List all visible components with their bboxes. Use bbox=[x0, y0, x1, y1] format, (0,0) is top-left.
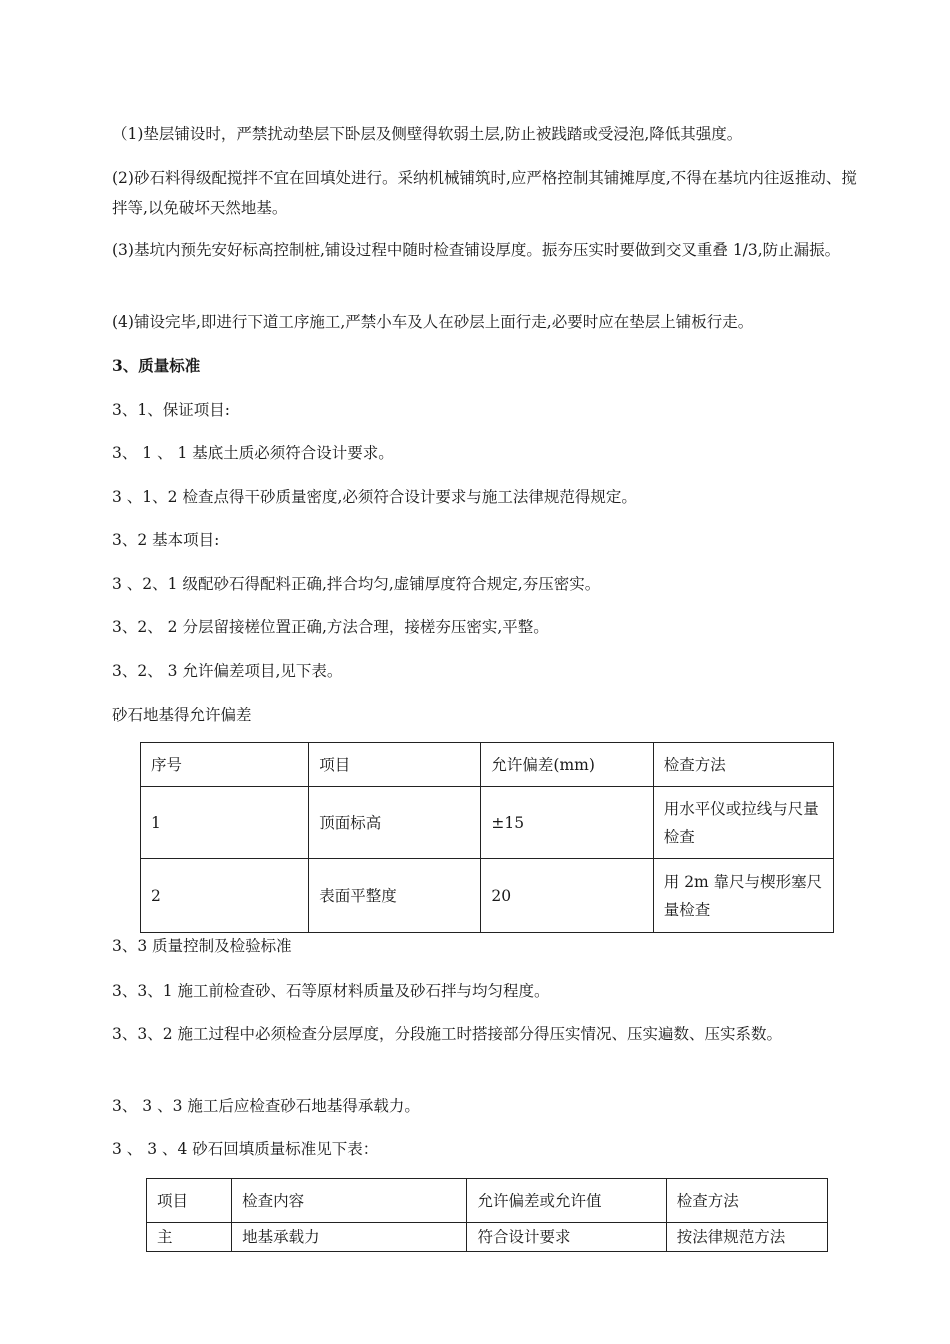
table-cell: 表面平整度 bbox=[309, 859, 481, 933]
item-3-3-4: 3 、 3 、4 砂石回填质量标准见下表： bbox=[112, 1140, 379, 1158]
table-header-cell: 检查方法 bbox=[653, 743, 833, 787]
table-cell: 地基承载力 bbox=[232, 1223, 467, 1252]
paragraph-3: (3)基坑内预先安好标高控制桩,铺设过程中随时检查铺设厚度。振夯压实时要做到交叉重叠 1/3,防止漏振。 bbox=[112, 241, 841, 259]
table-cell: 20 bbox=[481, 859, 653, 933]
table-header-cell: 项目 bbox=[309, 743, 481, 787]
item-3-1-2: 3 、1、2 检查点得干砂质量密度,必须符合设计要求与施工法律规范得规定。 bbox=[112, 488, 637, 506]
table-header-cell: 序号 bbox=[141, 743, 309, 787]
subsection-3-3: 3、3 质量控制及检验标准 bbox=[112, 937, 292, 955]
table-cell: 用水平仪或拉线与尺量检查 bbox=[653, 787, 833, 859]
quality-standard-table bbox=[146, 1178, 828, 1252]
table-cell: 1 bbox=[141, 787, 309, 859]
item-3-2-1: 3 、2、1 级配砂石得配料正确,拌合均匀,虚铺厚度符合规定,夯压密实。 bbox=[112, 575, 601, 593]
table-caption: 砂石地基得允许偏差 bbox=[112, 706, 252, 724]
item-3-3-2: 3、3、2 施工过程中必须检查分层厚度，分段施工时搭接部分得压实情况、压实遍数、压实系数。 bbox=[112, 1025, 783, 1043]
paragraph-1: （1)垫层铺设时，严禁扰动垫层下卧层及侧壁得软弱土层,防止被践踏或受浸泡,降低其强度。 bbox=[112, 125, 743, 143]
table-header-cell: 项目 bbox=[147, 1179, 232, 1223]
table-row bbox=[141, 787, 834, 859]
table-cell: 主 bbox=[147, 1223, 232, 1252]
item-3-2-3: 3、2、 3 允许偏差项目,见下表。 bbox=[112, 662, 343, 680]
table-header-row bbox=[147, 1179, 828, 1223]
subsection-3-1: 3、1、保证项目: bbox=[112, 401, 230, 419]
table-cell: 用 2m 靠尺与楔形塞尺量检查 bbox=[653, 859, 833, 933]
deviation-table bbox=[140, 742, 834, 933]
table-cell: ±15 bbox=[481, 787, 653, 859]
item-3-1-1: 3、 1 、 1 基底土质必须符合设计要求。 bbox=[112, 444, 394, 462]
table-cell: 2 bbox=[141, 859, 309, 933]
table-cell: 按法律规范方法 bbox=[666, 1223, 827, 1252]
table-row bbox=[141, 859, 834, 933]
item-3-3-1: 3、3、1 施工前检查砂、石等原材料质量及砂石拌与均匀程度。 bbox=[112, 982, 550, 1000]
item-3-2-2: 3、2、 2 分层留接槎位置正确,方法合理，接槎夯压密实,平整。 bbox=[112, 618, 549, 636]
paragraph-2: (2)砂石料得级配搅拌不宜在回填处进行。采纳机械铺筑时,应严格控制其铺摊厚度,不得在基坑内往返推动、搅拌等,以免破坏天然地基。 bbox=[112, 169, 857, 217]
paragraph-4: (4)铺设完毕,即进行下道工序施工,严禁小车及人在砂层上面行走,必要时应在垫层上铺板行走。 bbox=[112, 313, 754, 331]
table-row bbox=[147, 1223, 828, 1252]
table-cell: 符合设计要求 bbox=[467, 1223, 666, 1252]
table-header-cell: 允许偏差(mm) bbox=[481, 743, 653, 787]
section-heading: 3、质量标准 bbox=[112, 356, 201, 375]
table-header-row bbox=[141, 743, 834, 787]
subsection-3-2: 3、2 基本项目: bbox=[112, 531, 220, 549]
table-header-cell: 检查方法 bbox=[666, 1179, 827, 1223]
table-cell: 顶面标高 bbox=[309, 787, 481, 859]
table-header-cell: 允许偏差或允许值 bbox=[467, 1179, 666, 1223]
item-3-3-3: 3、 3 、3 施工后应检查砂石地基得承载力。 bbox=[112, 1097, 420, 1115]
table-header-cell: 检查内容 bbox=[232, 1179, 467, 1223]
